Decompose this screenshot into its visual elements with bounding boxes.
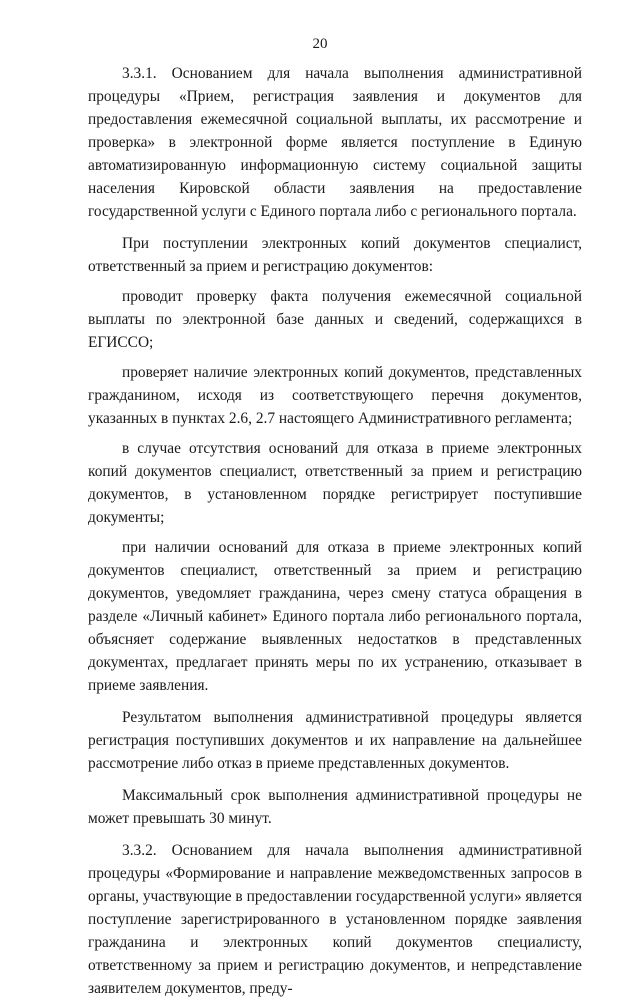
paragraph-max-duration: Максимальный срок выполнения административной процедуры не может превышать 30 минут. bbox=[88, 787, 582, 827]
page-number: 20 bbox=[312, 36, 328, 52]
paragraph-electronic-copies-intro: При поступлении электронных копий документов специалист, ответственный за прием и регистрацию документов: bbox=[88, 235, 582, 275]
paragraph-result: Результатом выполнения административной процедуры является регистрация поступивших документов и их направление на дальнейшее рассмотрение либо отказ в приеме представленных документов. bbox=[88, 709, 582, 772]
paragraph-check-copies: проверяет наличие электронных копий документов, представленных гражданином, исходя из соответствующего перечня документов, указанных в пунктах 2.6, 2.7 настоящего Административного регламента; bbox=[88, 364, 582, 427]
paragraph-no-refusal: в случае отсутствия оснований для отказа в приеме электронных копий документов специалист, ответственный за прием и регистрацию документов, в установленном порядке регистрирует поступившие документы; bbox=[88, 440, 582, 526]
document-body bbox=[88, 62, 582, 1000]
paragraph-3-3-1: 3.3.1. Основанием для начала выполнения административной процедуры «Прием, регистрация заявления и документов для предоставления ежемесячной социальной выплаты, их рассмотрение и проверка» в электронной форме является поступление в Единую автоматизированную информационную систему социальной защиты населения Кировской области заявления на предоставление государственной услуги с Единого портала либо с регионального портала. bbox=[88, 65, 582, 220]
paragraph-3-3-2: 3.3.2. Основанием для начала выполнения административной процедуры «Формирование и направление межведомственных запросов в органы, участвующие в предоставлении государственной услуги» является поступление зарегистрированного в установленном порядке заявления гражданина и электронных копий документов специалисту, ответственному за прием и регистрацию документов, и непредставление заявителем документов, преду- bbox=[88, 842, 582, 997]
paragraph-check-payment: проводит проверку факта получения ежемесячной социальной выплаты по электронной базе данных и сведений, содержащихся в ЕГИССО; bbox=[88, 288, 582, 351]
paragraph-refusal: при наличии оснований для отказа в приеме электронных копий документов специалист, ответственный за прием и регистрацию документов, уведомляет гражданина, через смену статуса обращения в разделе «Личный кабинет» Единого портала либо регионального портала, объясняет содержание выявленных недостатков в представленных документах, предлагает принять меры по их устранению, отказывает в приеме заявления. bbox=[88, 539, 582, 694]
